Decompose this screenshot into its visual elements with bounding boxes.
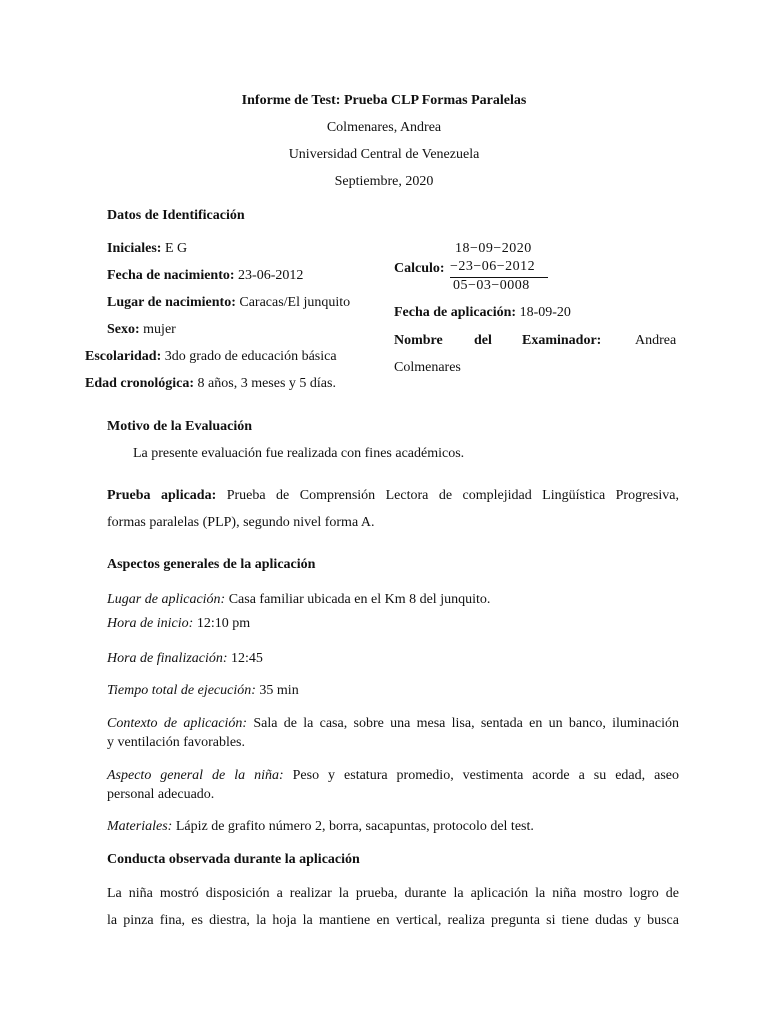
aspectos-heading: Aspectos generales de la aplicación xyxy=(107,557,316,572)
inicio-value: 12:10 pm xyxy=(193,616,251,631)
application-date-value: 18-09-20 xyxy=(516,305,571,320)
examiner-last-name: Colmenares xyxy=(394,360,461,375)
examiner-first-name: Andrea xyxy=(635,333,677,348)
birth-date-line xyxy=(107,268,303,285)
application-date-label: Fecha de aplicación: xyxy=(394,305,517,320)
calc-line-3: 05−03−0008 xyxy=(453,278,530,293)
lugar-value: Casa familiar ubicada en el Km 8 del junquito. xyxy=(225,592,491,607)
age-label: Edad cronológica: xyxy=(85,376,195,391)
report-title: Informe de Test: Prueba CLP Formas Paralelas xyxy=(241,93,527,108)
conducta-heading: Conducta observada durante la aplicación xyxy=(107,852,360,867)
calc-line-2: −23−06−2012 xyxy=(450,259,536,274)
birth-place-label: Lugar de nacimiento: xyxy=(107,295,236,310)
prueba-text-1: Prueba de Comprensión Lectora de complejidad Lingüística Progresiva, xyxy=(216,488,679,503)
prueba-label: Prueba aplicada: xyxy=(107,488,217,503)
sex-label: Sexo: xyxy=(107,322,140,337)
author-name: Colmenares, Andrea xyxy=(326,120,442,135)
age-line xyxy=(85,376,336,393)
sex-value: mujer xyxy=(139,322,176,337)
materiales-value: Lápiz de grafito número 2, borra, sacapuntas, protocolo del test. xyxy=(172,819,534,834)
contexto-line-2: y ventilación favorables. xyxy=(107,735,246,750)
fin-value: 12:45 xyxy=(227,651,263,666)
contexto-text-1: Sala de la casa, sobre una mesa lisa, sentada en un banco, iluminación xyxy=(247,716,679,731)
aspecto-text-1: Peso y estatura promedio, vestimenta acorde a su edad, aseo xyxy=(283,768,679,783)
birth-place-value: Caracas/El junquito xyxy=(235,295,351,310)
motivo-heading: Motivo de la Evaluación xyxy=(107,419,253,434)
examiner-label-2: del xyxy=(474,333,492,348)
schooling-value: 3do grado de educación básica xyxy=(161,349,337,364)
age-value: 8 años, 3 meses y 5 días. xyxy=(194,376,336,391)
aspecto-line-2: personal adecuado. xyxy=(107,787,215,802)
application-date-line xyxy=(394,305,571,322)
inicio-line xyxy=(107,616,250,633)
report-date: Septiembre, 2020 xyxy=(334,174,434,189)
aspecto-label: Aspecto general de la niña: xyxy=(107,768,284,783)
lugar-line xyxy=(107,592,490,609)
inicio-label: Hora de inicio: xyxy=(107,616,194,631)
sex-line xyxy=(107,322,176,339)
lugar-label: Lugar de aplicación: xyxy=(107,592,226,607)
examiner-label-3: Examinador: xyxy=(522,333,602,348)
prueba-line-1 xyxy=(107,488,679,505)
materiales-label: Materiales: xyxy=(107,819,173,834)
calc-line-1: 18−09−2020 xyxy=(455,241,532,256)
examiner-label-1: Nombre xyxy=(394,333,443,348)
calc-label: Calculo: xyxy=(394,261,445,276)
identification-heading: Datos de Identificación xyxy=(107,208,245,223)
motivo-text: La presente evaluación fue realizada con fines académicos. xyxy=(133,446,465,461)
fin-line xyxy=(107,651,263,668)
schooling-label: Escolaridad: xyxy=(85,349,162,364)
contexto-line-1 xyxy=(107,716,679,733)
materiales-line xyxy=(107,819,534,836)
conducta-line-2: la pinza fina, es diestra, la hoja la mantiene en vertical, realiza pregunta si tiene dudas y busca xyxy=(107,913,679,928)
initials-line xyxy=(107,241,187,258)
aspecto-line-1 xyxy=(107,768,679,785)
birth-date-label: Fecha de nacimiento: xyxy=(107,268,235,283)
initials-value: E G xyxy=(161,241,188,256)
institution-name: Universidad Central de Venezuela xyxy=(288,147,480,162)
birth-place-line xyxy=(107,295,350,312)
conducta-line-1: La niña mostró disposición a realizar la prueba, durante la aplicación la niña mostro logro de xyxy=(107,886,679,901)
tiempo-line xyxy=(107,683,299,700)
birth-date-value: 23-06-2012 xyxy=(234,268,304,283)
initials-label: Iniciales: xyxy=(107,241,162,256)
prueba-line-2: formas paralelas (PLP), segundo nivel forma A. xyxy=(107,515,375,530)
fin-label: Hora de finalización: xyxy=(107,651,228,666)
tiempo-value: 35 min xyxy=(255,683,299,698)
tiempo-label: Tiempo total de ejecución: xyxy=(107,683,256,698)
schooling-line xyxy=(85,349,337,366)
contexto-label: Contexto de aplicación: xyxy=(107,716,248,731)
